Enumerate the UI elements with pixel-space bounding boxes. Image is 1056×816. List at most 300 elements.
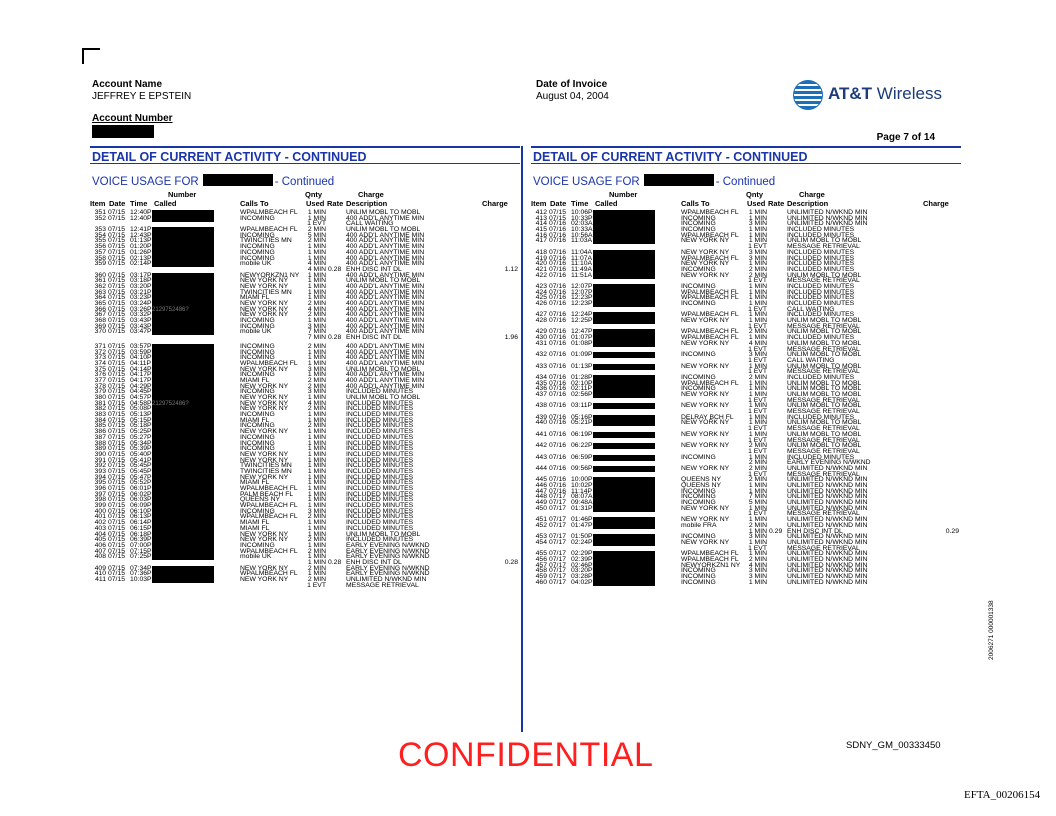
row-qnty-used: 1 MIN xyxy=(307,456,326,464)
row-calls-to: MIAMI FL xyxy=(240,294,270,302)
row-qnty-used: 1 MIN xyxy=(307,467,326,475)
row-date: 07/15 xyxy=(108,462,126,470)
row-item: 434 xyxy=(535,373,547,381)
row-description: INCLUDED MINUTES xyxy=(787,260,855,268)
row-date: 07/16 xyxy=(549,453,567,461)
row-date: 07/17 xyxy=(549,550,567,558)
row-item: 454 xyxy=(535,538,547,546)
row-qnty-used: 1 MIN xyxy=(307,243,326,251)
row-date: 07/15 xyxy=(108,467,126,475)
row-description: UNLIM MOBL TO MOBL xyxy=(787,391,862,398)
row-item: 404 xyxy=(94,530,106,538)
col-qnty-top: Qnty xyxy=(305,190,323,199)
row-qnty-used: 1 MIN xyxy=(748,402,767,410)
row-item: 360 xyxy=(94,271,106,279)
row-description: UNLIMITED N/WKND MIN xyxy=(787,476,868,484)
row-time: 03:20P xyxy=(571,567,593,575)
row-date: 07/16 xyxy=(549,237,567,245)
row-qnty-used: 1 MIN xyxy=(307,428,326,436)
row-description: 400 ADD'L ANYTIME MIN xyxy=(346,282,425,290)
row-description: UNLIMITED N/WKND MIN xyxy=(787,499,868,507)
row-qnty-used: 1 EVT xyxy=(748,408,767,416)
row-qnty-used: 1 EVT xyxy=(748,368,767,376)
row-qnty-used: 1 MIN xyxy=(748,413,767,421)
row-time: 12:40P xyxy=(130,209,152,216)
row-description: UNLIMITED N/WKND MIN xyxy=(787,504,868,512)
row-item: 436 xyxy=(535,385,547,393)
row-calls-to: NEW YORK NY xyxy=(240,399,289,407)
row-qnty-used: 4 MIN xyxy=(748,561,767,569)
row-qnty-used: 1 MIN xyxy=(307,450,326,458)
row-description: INCLUDED MINUTES xyxy=(346,422,414,430)
row-rate: 0.28 xyxy=(328,334,342,342)
row-calls-to: NEW YORK NY xyxy=(681,504,730,512)
row-item: 412 xyxy=(535,209,547,216)
row-qnty-used: 1 MIN xyxy=(307,214,326,222)
row-description: UNLIMITED N/WKND MIN xyxy=(346,576,427,583)
row-time: 02:24P xyxy=(571,538,593,546)
row-time: 12:23P xyxy=(571,300,593,307)
row-item: 393 xyxy=(94,467,106,475)
account-number-redaction xyxy=(92,125,154,138)
row-calls-to: NEW YORK NY xyxy=(240,282,289,290)
row-qnty-used: 1 MIN xyxy=(748,487,767,495)
row-date: 07/15 xyxy=(108,394,126,401)
row-calls-to: INCOMING xyxy=(681,373,716,381)
row-qnty-used: 2 MIN xyxy=(307,536,326,544)
row-date: 07/15 xyxy=(108,371,126,379)
usage-row xyxy=(531,580,961,586)
row-description: 400 ADD'L ANYTIME MIN xyxy=(346,359,425,367)
row-date: 07/15 xyxy=(108,248,126,256)
row-calls-to: WPALMBEACH FL xyxy=(681,294,739,302)
row-item: 415 xyxy=(535,226,547,234)
row-calls-to: WPALMBEACH FL xyxy=(681,379,739,387)
row-description: UNLIMITED N/WKND MIN xyxy=(787,464,868,472)
row-qnty-used: 1 EVT xyxy=(307,220,326,228)
crop-corner-mark xyxy=(82,48,100,64)
row-description: MESSAGE RETRIEVAL xyxy=(787,447,860,455)
row-description: UNLIM MOBL TO MOBL xyxy=(787,379,862,387)
row-item: 457 xyxy=(535,561,547,569)
logo-suffix: Wireless xyxy=(876,84,942,103)
row-time: 10:33P xyxy=(571,214,593,222)
row-item: 459 xyxy=(535,573,547,580)
row-description: UNLIM MOBL TO MOBL xyxy=(787,317,862,325)
subtitle-prefix: VOICE USAGE FOR xyxy=(533,176,640,188)
row-time: 03:26P xyxy=(130,305,152,313)
row-qnty-used: 1 MIN xyxy=(307,282,326,290)
row-item: 377 xyxy=(94,376,106,384)
row-date: 07/15 xyxy=(108,524,126,532)
row-item: 417 xyxy=(535,237,547,245)
confidential-stamp: CONFIDENTIAL xyxy=(398,736,654,774)
row-item: 379 xyxy=(94,388,106,396)
row-time: 11:51A xyxy=(571,271,593,279)
usage-rows xyxy=(531,210,961,585)
row-date: 07/16 xyxy=(549,254,567,262)
row-description: INCLUDED MINUTES xyxy=(787,300,855,307)
row-time: 07:25P xyxy=(130,553,152,561)
row-qnty-used: 1 EVT xyxy=(307,581,326,589)
row-calls-to: NEW YORK NY xyxy=(240,277,289,285)
row-time: 04:10P xyxy=(130,354,152,362)
row-qnty-used: 1 MIN xyxy=(307,248,326,256)
row-date: 07/16 xyxy=(549,442,567,450)
row-item: 390 xyxy=(94,450,106,458)
row-time: 12:43P xyxy=(130,231,152,239)
row-time: 08:07A xyxy=(571,493,593,501)
row-time: 05:16P xyxy=(571,413,593,421)
row-time: 12:25P xyxy=(571,317,593,325)
row-time: 03:17P xyxy=(130,271,152,279)
row-time: 07:36P xyxy=(130,570,152,578)
row-description: UNLIM MOBL TO MOBL xyxy=(346,530,421,538)
row-description: CALL WAITING xyxy=(787,305,835,313)
row-time: 05:25P xyxy=(130,428,152,436)
row-item: 369 xyxy=(94,322,106,330)
row-calls-to: TWINCITIES MN xyxy=(240,237,292,245)
row-time: 06:14P xyxy=(130,519,152,527)
row-date: 07/17 xyxy=(549,516,567,524)
row-qnty-used: 1 MIN xyxy=(748,453,767,461)
row-calls-to: NEW YORK NY xyxy=(240,405,289,413)
row-qnty-used: 1 MIN xyxy=(307,439,326,447)
row-description: 400 ADD'L ANYTIME MIN xyxy=(346,248,425,256)
row-calls-to: WPALMBEACH FL xyxy=(681,254,739,262)
row-description: 400 ADD'L ANYTIME MIN xyxy=(346,322,425,330)
row-time: 12:23P xyxy=(571,294,593,302)
row-description: MESSAGE RETRIEVAL xyxy=(787,544,860,552)
row-time: 04:57P xyxy=(130,394,152,401)
row-calls-to: INCOMING xyxy=(240,214,275,222)
row-qnty-used: 1 MIN xyxy=(748,231,767,239)
row-calls-to: TWINCITIES MN xyxy=(240,467,292,475)
row-date: 07/16 xyxy=(549,362,567,370)
row-calls-to: NEW YORK NY xyxy=(681,419,730,427)
subtitle-suffix: - Continued xyxy=(274,176,335,188)
att-globe-icon xyxy=(793,80,823,110)
row-calls-to: NEWYORKZN1 NY xyxy=(681,561,741,569)
row-qnty-used: 2 MIN xyxy=(307,300,326,307)
row-qnty-used: 2 MIN xyxy=(307,237,326,245)
row-description: 400 ADD'L ANYTIME MIN xyxy=(346,260,425,268)
col-item: Item xyxy=(531,199,547,208)
row-time: 03:21P xyxy=(130,288,152,296)
row-qnty-used: 1 MIN xyxy=(748,288,767,296)
row-item: 371 xyxy=(94,342,106,350)
subtitle-suffix: - Continued xyxy=(715,176,776,188)
row-time: 05:45P xyxy=(130,462,152,470)
row-qnty-used: 2 MIN xyxy=(307,376,326,384)
row-called-number: 2129752486? xyxy=(152,401,214,407)
row-item: 400 xyxy=(94,507,106,515)
row-calls-to: WPALMBEACH FL xyxy=(240,359,298,367)
row-item: 427 xyxy=(535,311,547,319)
row-qnty-used: 2 MIN xyxy=(307,311,326,319)
row-calls-to: INCOMING xyxy=(240,254,275,262)
row-date: 07/17 xyxy=(549,567,567,575)
row-qnty-used: 1 MIN xyxy=(307,254,326,262)
row-time: 03:23P xyxy=(130,294,152,302)
row-description: UNLIM MOBL TO MOBL xyxy=(787,271,862,279)
row-description: INCLUDED MINUTES xyxy=(787,231,855,239)
row-description: INCLUDED MINUTES xyxy=(346,439,414,447)
row-time: 03:24P xyxy=(130,300,152,307)
row-time: 03:57P xyxy=(130,342,152,350)
row-date: 07/17 xyxy=(549,573,567,580)
row-qnty-used: 1 MIN xyxy=(307,473,326,481)
row-qnty-used: 1 MIN xyxy=(748,538,767,546)
row-qnty-used: 1 MIN xyxy=(307,348,326,356)
row-qnty-used: 1 MIN xyxy=(307,371,326,379)
row-qnty-used: 5 MIN xyxy=(307,231,326,239)
row-qnty-used: 1 MIN xyxy=(307,502,326,510)
row-qnty-used: 1 MIN xyxy=(307,496,326,504)
col-charge-top: Charge xyxy=(799,190,825,199)
row-date: 07/16 xyxy=(549,487,567,495)
row-item: 460 xyxy=(535,578,547,586)
row-qnty-used: 7 MIN xyxy=(307,334,326,342)
row-description: MESSAGE RETRIEVAL xyxy=(787,436,860,444)
row-calls-to: INCOMING xyxy=(681,351,716,359)
row-date: 07/16 xyxy=(549,334,567,342)
row-time: 03:32P xyxy=(130,311,152,319)
row-date: 07/15 xyxy=(108,305,126,313)
row-calls-to: NEW YORK NY xyxy=(681,391,730,398)
row-calls-to: INCOMING xyxy=(681,282,716,290)
row-calls-to: INCOMING xyxy=(681,573,716,580)
row-item: 433 xyxy=(535,362,547,370)
row-date: 07/17 xyxy=(549,578,567,586)
row-calls-to: INCOMING xyxy=(240,342,275,350)
row-description: 400 ADD'L ANYTIME MIN xyxy=(346,342,425,350)
row-description: MESSAGE RETRIEVAL xyxy=(787,322,860,330)
row-item: 431 xyxy=(535,339,547,347)
row-calls-to: NEW YORK NY xyxy=(240,428,289,436)
row-description: INCLUDED MINUTES xyxy=(787,288,855,296)
row-calls-to: WPALMBEACH FL xyxy=(681,288,739,296)
row-calls-to: NEW YORK NY xyxy=(681,538,730,546)
row-qnty-used: 1 MIN xyxy=(748,385,767,393)
row-time: 05:52P xyxy=(130,479,152,487)
row-date: 07/15 xyxy=(108,416,126,424)
row-item: 382 xyxy=(94,405,106,413)
row-calls-to: INCOMING xyxy=(240,248,275,256)
row-qnty-used: 1 EVT xyxy=(748,470,767,478)
row-qnty-used: 1 MIN xyxy=(307,541,326,549)
row-time: 05:45P xyxy=(130,467,152,475)
row-item: 452 xyxy=(535,521,547,529)
col-item: Item xyxy=(90,199,106,208)
col-number-top: Number xyxy=(168,190,197,199)
row-date: 07/15 xyxy=(108,365,126,373)
row-calls-to: NEW YORK NY xyxy=(681,237,730,245)
row-item: 450 xyxy=(535,504,547,512)
row-date: 07/15 xyxy=(108,231,126,239)
row-time: 03:11P xyxy=(571,402,593,410)
row-description: UNLIM MOBL TO MOBL xyxy=(346,226,421,234)
row-rate: 0.29 xyxy=(769,527,783,535)
row-qnty-used: 3 MIN xyxy=(748,567,767,575)
row-date: 07/16 xyxy=(549,282,567,290)
row-date: 07/15 xyxy=(108,411,126,419)
row-time: 04:29P xyxy=(130,382,152,390)
row-calls-to: INCOMING xyxy=(240,348,275,356)
row-calls-to: INCOMING xyxy=(681,533,716,541)
row-time: 07:00P xyxy=(130,541,152,549)
row-time: 06:15P xyxy=(130,524,152,532)
row-description: 400 ADD'L ANYTIME MIN xyxy=(346,317,425,325)
row-description: EARLY EVENING N/WKND xyxy=(346,541,430,549)
account-name: JEFFREY E EPSTEIN xyxy=(92,91,192,102)
col-qnty-top: Qnty xyxy=(746,190,764,199)
row-calls-to: INCOMING xyxy=(240,371,275,379)
row-date: 07/15 xyxy=(108,576,126,583)
row-qnty-used: 2 MIN xyxy=(748,373,767,381)
row-time: 12:07P xyxy=(571,282,593,290)
row-description: 400 ADD'L ANYTIME MIN xyxy=(346,237,425,245)
row-calls-to: NEW YORK NY xyxy=(681,248,730,256)
col-date: Date xyxy=(550,199,567,208)
row-qnty-used: 2 MIN xyxy=(307,405,326,413)
row-qnty-used: 2 MIN xyxy=(307,342,326,350)
row-time: 02:11P xyxy=(571,385,593,393)
row-calls-to: INCOMING xyxy=(681,220,716,228)
row-date: 07/15 xyxy=(108,502,126,510)
row-item: 420 xyxy=(535,260,547,268)
row-qnty-used: 1 MIN xyxy=(307,359,326,367)
voice-usage-subtitle xyxy=(92,174,334,188)
row-qnty-used: 1 MIN xyxy=(748,260,767,268)
row-qnty-used: 3 MIN xyxy=(307,507,326,515)
row-item: 351 xyxy=(94,209,106,216)
row-description: INCLUDED MINUTES xyxy=(787,373,855,381)
row-time: 10:33A xyxy=(571,226,593,234)
row-item: 396 xyxy=(94,485,106,492)
row-time: 06:19P xyxy=(571,430,593,438)
row-calls-to: QUEENS NY xyxy=(240,496,281,504)
column-divider xyxy=(521,146,523,732)
row-date: 07/15 xyxy=(108,214,126,222)
col-charge: Charge xyxy=(923,199,949,208)
row-calls-to: INCOMING xyxy=(681,493,716,501)
row-calls-to: PALM BEACH FL xyxy=(240,490,294,498)
row-qnty-used: 1 MIN xyxy=(307,519,326,527)
row-calls-to: MIAMI FL xyxy=(240,479,270,487)
row-time: 06:09P xyxy=(130,502,152,510)
row-calls-to: WPALMBEACH FL xyxy=(681,555,739,563)
row-qnty-used: 4 MIN xyxy=(307,265,326,273)
row-qnty-used: 4 MIN xyxy=(307,305,326,313)
row-time: 02:13P xyxy=(130,254,152,262)
row-charge: 1.12 xyxy=(504,265,518,273)
row-date: 07/15 xyxy=(108,382,126,390)
row-date: 07/15 xyxy=(108,422,126,430)
row-calls-to: INCOMING xyxy=(681,226,716,234)
row-time: 07:34P xyxy=(130,564,152,572)
row-time: 06:10P xyxy=(130,507,152,515)
row-date: 07/15 xyxy=(108,359,126,367)
row-qnty-used: 1 MIN xyxy=(748,504,767,512)
row-qnty-used: 1 MIN xyxy=(307,394,326,401)
row-qnty-used: 2 MIN xyxy=(748,265,767,273)
row-description: INCLUDED MINUTES xyxy=(346,536,414,544)
row-qnty-used: 1 MIN xyxy=(307,354,326,362)
row-time: 11:49A xyxy=(571,265,593,273)
row-calls-to: MIAMI FL xyxy=(240,416,270,424)
row-item: 428 xyxy=(535,317,547,325)
row-calls-to: NEW YORK NY xyxy=(240,564,289,572)
vertical-stamp: 2006271 000001338 xyxy=(988,600,995,660)
row-calls-to: NEW YORK NY xyxy=(240,536,289,544)
row-calls-to: INCOMING xyxy=(240,317,275,325)
row-item: 365 xyxy=(94,300,106,307)
row-description: UNLIM MOBL TO MOBL xyxy=(787,430,862,438)
row-item: 387 xyxy=(94,433,106,441)
row-description: MESSAGE RETRIEVAL xyxy=(787,277,860,285)
row-date: 07/17 xyxy=(549,493,567,501)
row-qnty-used: 3 MIN xyxy=(748,248,767,256)
row-time: 01:31P xyxy=(571,504,593,512)
row-date: 07/15 xyxy=(108,479,126,487)
row-item: 397 xyxy=(94,490,106,498)
row-description: UNLIMITED N/WKND MIN xyxy=(787,521,868,529)
row-rate: 0.28 xyxy=(328,558,342,566)
row-description: UNLIM MOBL TO MOBL xyxy=(787,328,862,336)
row-time: 02:03A xyxy=(571,220,593,228)
row-date: 07/17 xyxy=(549,499,567,507)
row-calls-to: INCOMING xyxy=(240,322,275,330)
activity-panel-right xyxy=(531,146,961,732)
row-description: UNLIMITED N/WKND MIN xyxy=(787,555,868,563)
row-item: 388 xyxy=(94,439,106,447)
row-calls-to: INCOMING xyxy=(681,487,716,495)
row-calls-to: NEW YORK NY xyxy=(240,473,289,481)
row-item: 448 xyxy=(535,493,547,501)
row-calls-to: WPALMBEACH FL xyxy=(681,334,739,342)
row-calls-to: WPALMBEACH FL xyxy=(681,209,739,216)
row-description: INCLUDED MINUTES xyxy=(787,226,855,234)
row-item: 392 xyxy=(94,462,106,470)
row-qnty-used: 2 MIN xyxy=(307,564,326,572)
row-description: INCLUDED MINUTES xyxy=(787,453,855,461)
row-time: 11:04A xyxy=(571,248,593,256)
row-qnty-used: 1 EVT xyxy=(748,447,767,455)
row-date: 07/15 xyxy=(108,473,126,481)
row-date: 07/16 xyxy=(549,265,567,273)
row-qnty-used: 1 MIN xyxy=(748,226,767,234)
row-item: 402 xyxy=(94,519,106,527)
row-description: INCLUDED MINUTES xyxy=(787,413,855,421)
row-calls-to: INCOMING xyxy=(240,541,275,549)
row-item: 366 xyxy=(94,305,106,313)
row-qnty-used: 1 MIN xyxy=(748,294,767,302)
row-date: 07/15 xyxy=(108,260,126,268)
row-calls-to: WPALMBEACH FL xyxy=(240,226,298,234)
row-qnty-used: 1 MIN xyxy=(748,430,767,438)
row-description: INCLUDED MINUTES xyxy=(346,524,414,532)
row-qnty-used: 2 MIN xyxy=(748,464,767,472)
row-qnty-used: 1 EVT xyxy=(748,322,767,330)
row-time: 04:11P xyxy=(130,359,152,367)
row-description: 400 ADD'L ANYTIME MIN xyxy=(346,254,425,262)
row-date: 07/16 xyxy=(549,271,567,279)
row-description: INCLUDED MINUTES xyxy=(787,334,855,342)
col-used: Used xyxy=(306,199,325,208)
row-description: MESSAGE RETRIEVAL xyxy=(787,425,860,433)
row-date: 07/16 xyxy=(549,351,567,359)
